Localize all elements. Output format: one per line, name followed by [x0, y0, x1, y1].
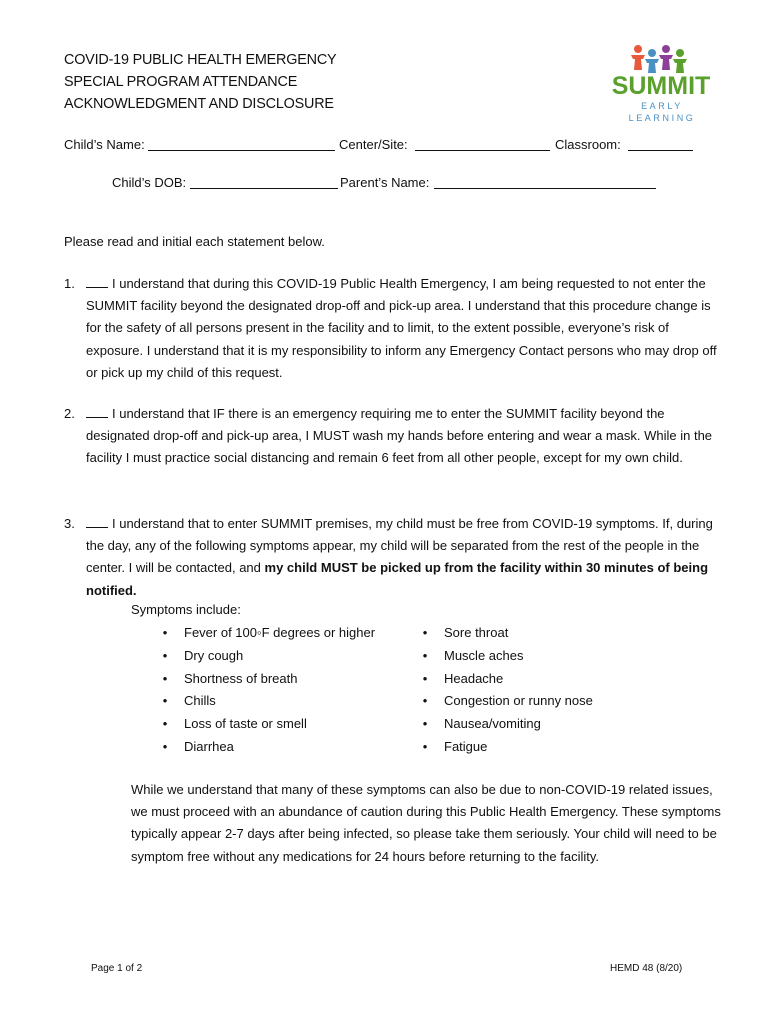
center-site-label: Center/Site:: [339, 137, 408, 152]
center-site-field[interactable]: [415, 150, 550, 151]
list-item: • Headache: [420, 668, 593, 691]
list-item: • Muscle aches: [420, 645, 593, 668]
form-id: HEMD 48 (8/20): [610, 963, 683, 974]
children-figures-icon: [630, 44, 690, 74]
statement-3-number: 3.: [64, 516, 75, 531]
statement-1: [64, 273, 724, 385]
figure-red: [631, 45, 645, 70]
statement-1-text: I understand that during this COVID-19 Public Health Emergency, I am being requested to not enter the SUMMIT facility beyond the designated drop-off and pick-up area. I understand that this procedure change is for the safety of all persons present in the facility and to limit, to the extent possible, everyone’s risk of exposure. I understand that it is my responsibility to inform any Emergency Contact persons who may drop off or pick up my child of this request.: [86, 276, 717, 380]
statement-2-text: I understand that IF there is an emergency requiring me to enter the SUMMIT facility beyond the designated drop-off and pick-up area, I MUST wash my hands before entering and wear a mask. While in the facility I must practice social distancing and remain 6 feet from all other people, except for my own child.: [86, 406, 713, 466]
statement-3: [64, 513, 724, 603]
document-title: [64, 49, 336, 115]
list-item: • Fever of 100◦F degrees or higher: [160, 622, 375, 645]
list-item: • Dry cough: [160, 645, 375, 668]
list-item: • Diarrhea: [160, 736, 375, 759]
list-item: • Nausea/vomiting: [420, 713, 593, 736]
statement-3-bold-text: my child MUST be picked up from the facility within 30 minutes of being notified.: [86, 560, 709, 598]
parent-name-field[interactable]: [434, 188, 656, 189]
bullet-icon: •: [162, 647, 168, 663]
list-item: • Loss of taste or smell: [160, 713, 375, 736]
child-name-label: Child’s Name:: [64, 137, 145, 152]
bullet-icon: •: [422, 625, 428, 640]
list-item: • Sore throat: [420, 622, 593, 645]
bullet-icon: •: [162, 693, 168, 709]
child-dob-field[interactable]: [190, 188, 338, 189]
statement-2-initial-field[interactable]: [86, 405, 108, 418]
symptoms-title: Symptoms include:: [131, 602, 241, 617]
parent-name-label: Parent’s Name:: [340, 175, 430, 190]
classroom-field[interactable]: [628, 150, 693, 151]
figure-blue: [645, 49, 659, 73]
classroom-label: Classroom:: [555, 137, 621, 152]
list-item: • Shortness of breath: [160, 668, 375, 691]
list-item: • Chills: [160, 690, 375, 713]
statement-1-initial-field[interactable]: [86, 275, 108, 288]
bullet-icon: •: [422, 647, 428, 663]
symptoms-list-right: [420, 622, 593, 759]
child-name-field[interactable]: [148, 150, 335, 151]
bullet-icon: •: [162, 670, 168, 686]
list-item: • Congestion or runny nose: [420, 690, 593, 713]
statement-1-number: 1.: [64, 276, 75, 291]
bullet-icon: •: [162, 716, 168, 732]
bullet-icon: •: [422, 716, 428, 732]
logo-tagline: EARLY LEARNING: [628, 101, 696, 123]
list-item: • Fatigue: [420, 736, 593, 759]
figure-purple: [659, 45, 673, 70]
closing-paragraph: While we understand that many of these symptoms can also be due to non-COVID-19 related issues, we must proceed with an abundance of caution during this Public Health Emergency. These symptoms typically appear 2-7 days after being infected, so please take them seriously. Your child will need to be symptom free without any medications for 24 hours before returning to the facility.: [131, 782, 721, 864]
statement-3-initial-field[interactable]: [86, 515, 108, 528]
figure-green: [673, 49, 687, 73]
logo-wordmark: SUMMIT: [611, 72, 711, 100]
page-number: Page 1 of 2: [91, 963, 143, 974]
symptoms-list-left: [160, 622, 375, 759]
statement-2: [64, 403, 724, 493]
instructions-text: Please read and initial each statement below.: [64, 234, 325, 249]
title-line-3: ACKNOWLEDGMENT AND DISCLOSURE: [64, 96, 334, 112]
bullet-icon: •: [422, 693, 428, 709]
summit-logo: [606, 44, 716, 123]
bullet-icon: •: [422, 738, 428, 754]
child-dob-label: Child’s DOB:: [112, 175, 187, 190]
bullet-icon: •: [422, 670, 428, 686]
title-line-2: SPECIAL PROGRAM ATTENDANCE: [64, 74, 298, 90]
bullet-icon: •: [162, 738, 168, 754]
statement-2-number: 2.: [64, 406, 75, 421]
title-line-1: COVID-19 PUBLIC HEALTH EMERGENCY: [64, 52, 337, 68]
statement-3-text: I understand that to enter SUMMIT premises, my child must be free from COVID-19 symptoms. If, during the day, any of the following symptoms appear, my child will be separated from the rest of the people in the center. I will be contacted, and: [86, 516, 713, 576]
bullet-icon: •: [162, 625, 168, 640]
